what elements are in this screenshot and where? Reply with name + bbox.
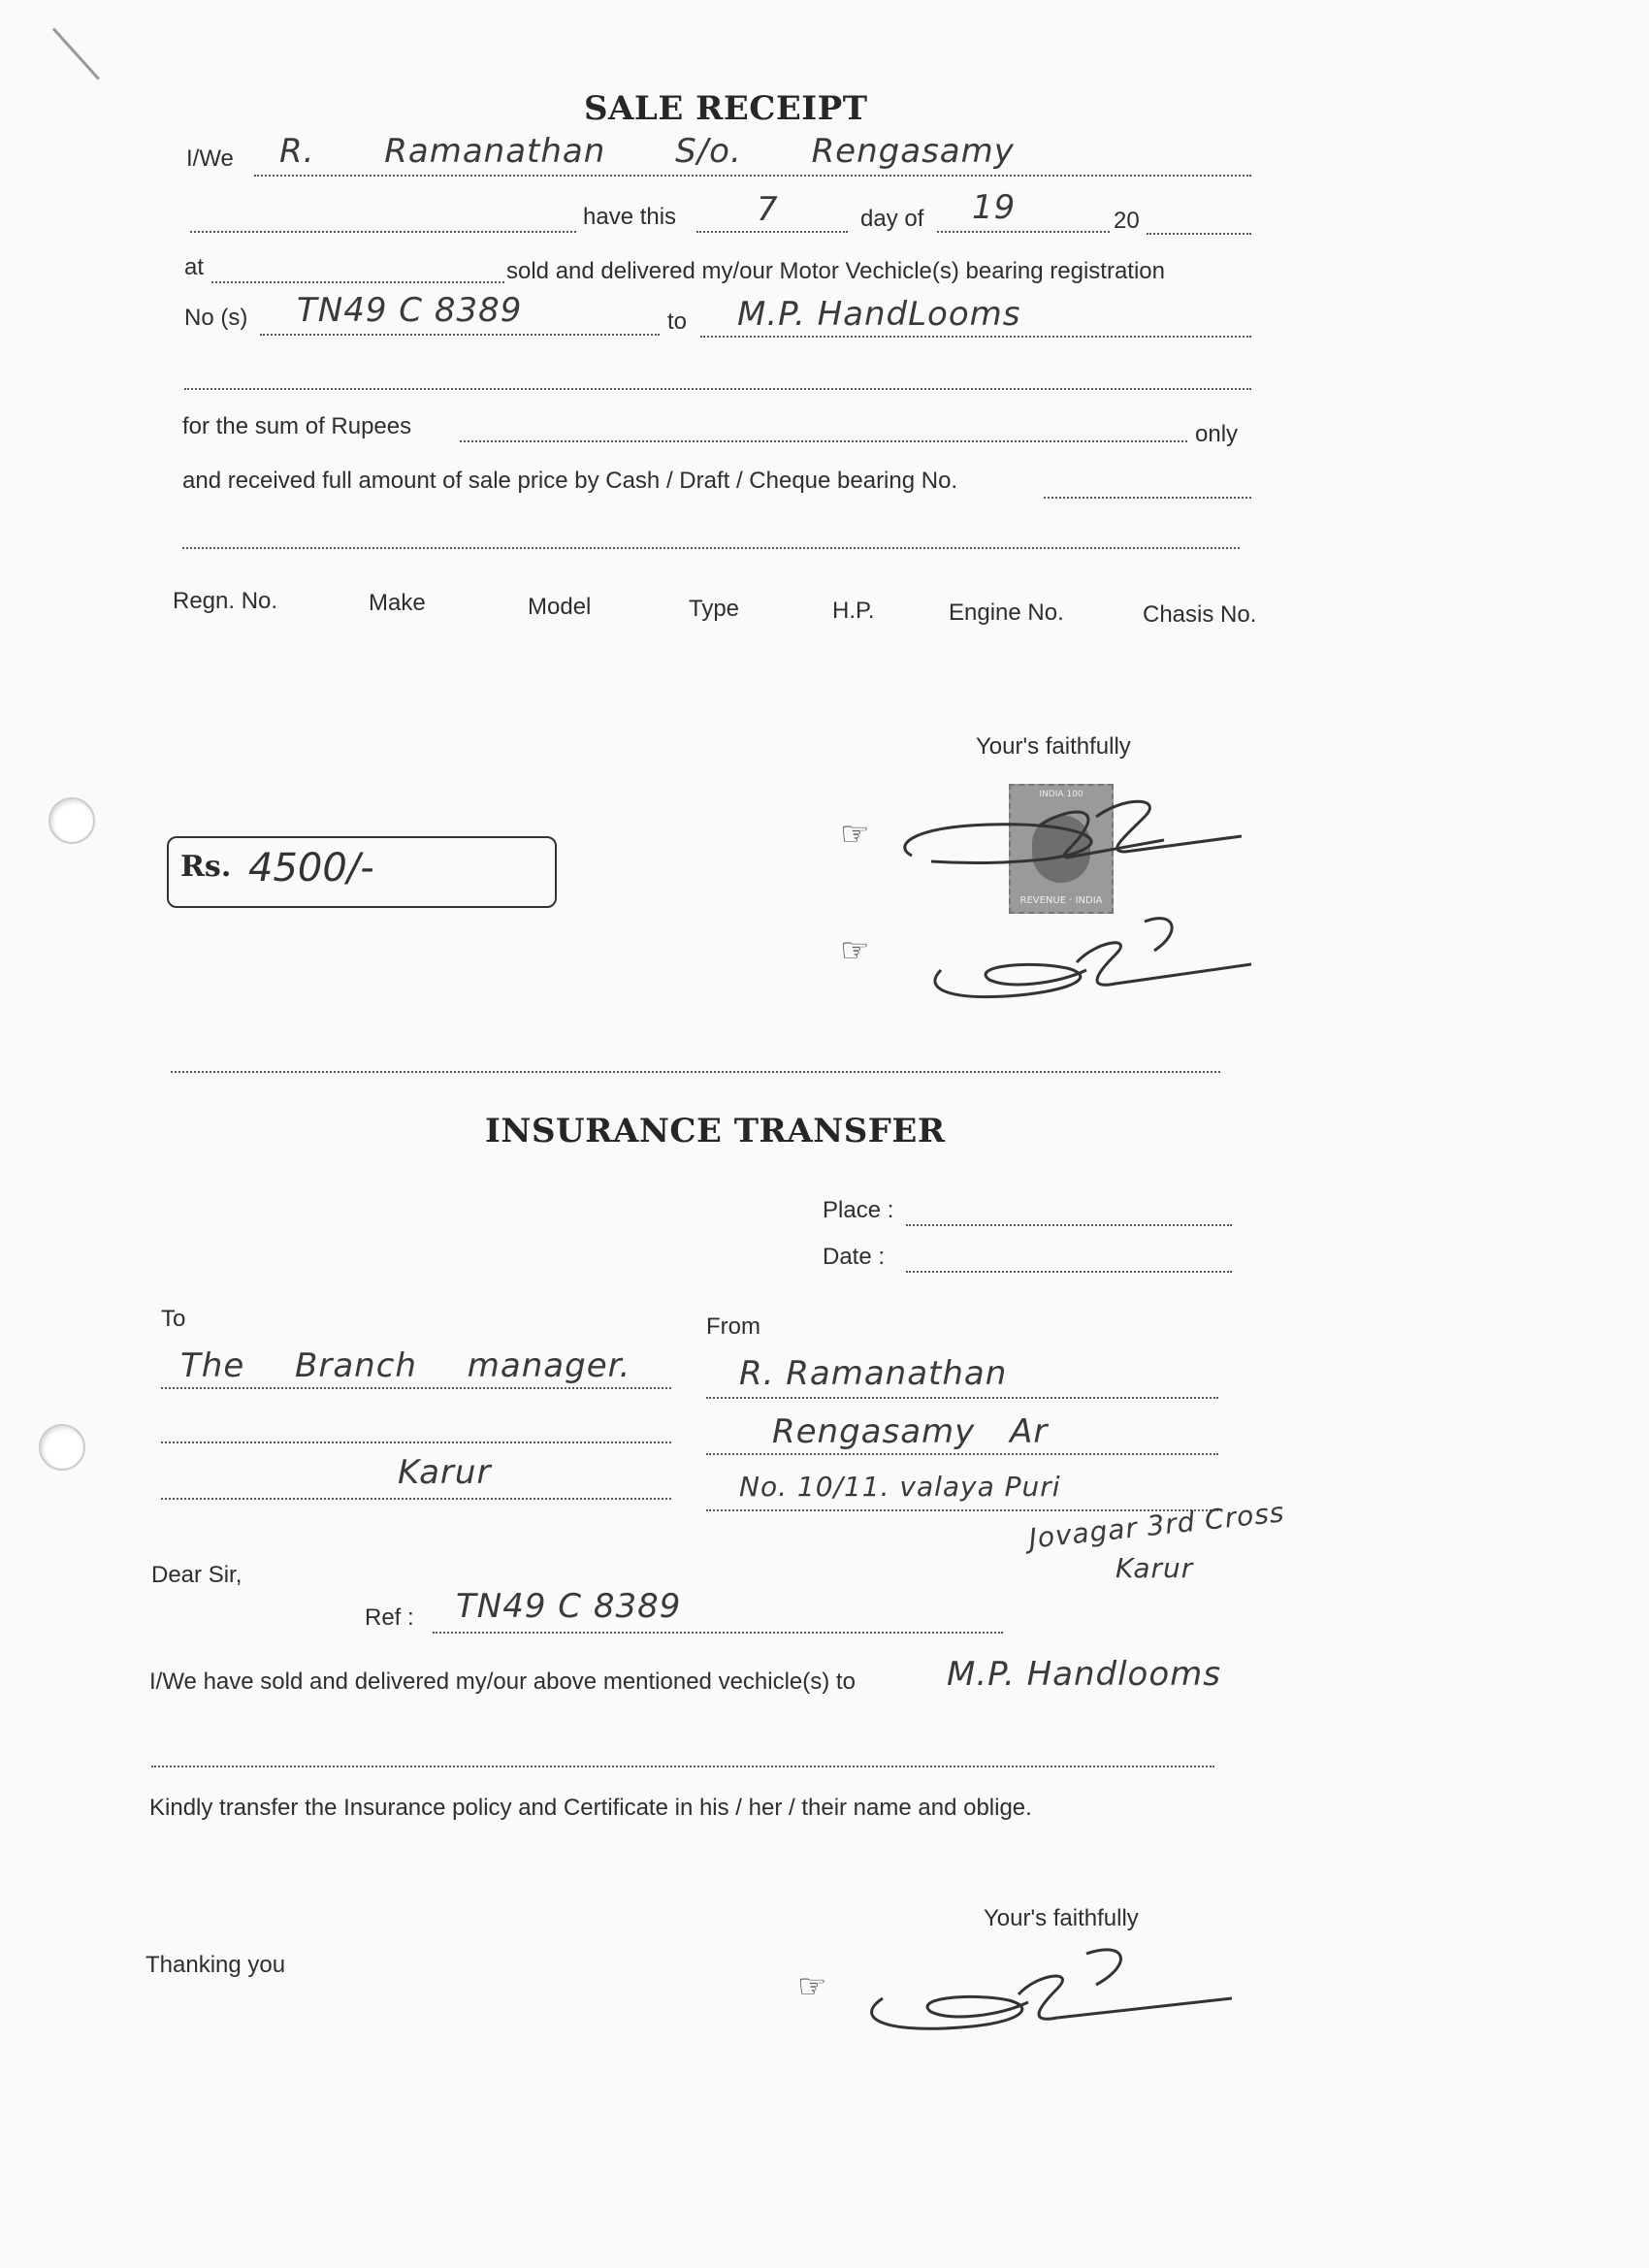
no-label: No (s) xyxy=(184,305,248,331)
signature-1 xyxy=(873,788,1261,894)
pointing-hand-icon-3: ☞ xyxy=(797,1968,827,2005)
to-line-3-value: Karur xyxy=(398,1453,492,1492)
col-type: Type xyxy=(689,596,740,622)
signature-3 xyxy=(844,1940,1251,2047)
sale-receipt-title: SALE RECEIPT xyxy=(584,89,868,128)
insurance-transfer-title: INSURANCE TRANSFER xyxy=(485,1112,946,1150)
have-this-label: have this xyxy=(583,204,677,230)
place-dotted xyxy=(906,1224,1232,1226)
to-label: to xyxy=(667,308,688,335)
cheque-no-dotted xyxy=(1044,497,1251,499)
pointing-hand-icon: ☞ xyxy=(840,816,870,853)
have-this-value: 7 xyxy=(757,190,779,229)
year-dotted xyxy=(1147,233,1251,235)
date-label: Date : xyxy=(823,1244,886,1270)
amount-box xyxy=(167,836,557,908)
rs-amount-value: 4500/- xyxy=(248,846,374,891)
staple-mark xyxy=(52,27,100,80)
stamp-bottom-text: REVENUE · INDIA xyxy=(1019,895,1103,906)
col-engine-no: Engine No. xyxy=(949,599,1064,626)
insurance-yours-faithfully: Your's faithfully xyxy=(984,1905,1139,1931)
signature-2 xyxy=(912,912,1280,1009)
stamp-top-text: INDIA 100 xyxy=(1039,790,1083,799)
from-extra-1: Jovagar 3rd Cross xyxy=(1027,1496,1286,1555)
from-line-2-value: Rengasamy Ar xyxy=(772,1412,1049,1451)
col-model: Model xyxy=(528,594,592,620)
sale-yours-faithfully: Your's faithfully xyxy=(976,733,1131,760)
pointing-hand-icon-2: ☞ xyxy=(840,932,870,969)
col-regn-no: Regn. No. xyxy=(173,588,278,614)
col-make: Make xyxy=(369,590,426,616)
sold-delivered-text: sold and delivered my/our Motor Vechicle(s) bearing registration xyxy=(506,258,1165,284)
sum-label: for the sum of Rupees xyxy=(182,413,412,439)
day-of-dotted xyxy=(937,231,1110,233)
day-of-value: 19 xyxy=(972,188,1017,227)
from-address-label: From xyxy=(706,1313,760,1340)
from-line-1 xyxy=(706,1397,1218,1399)
registration-no-value: TN49 C 8389 xyxy=(297,291,523,330)
thanking-you: Thanking you xyxy=(146,1952,286,1978)
at-label: at xyxy=(184,254,205,280)
from-line-2 xyxy=(706,1453,1218,1455)
iwe-handwritten-value: R. Ramanathan S/o. Rengasamy xyxy=(279,132,1015,171)
ref-label: Ref : xyxy=(365,1604,414,1631)
insurance-buyer-value: M.P. Handlooms xyxy=(947,1655,1221,1694)
to-dotted xyxy=(700,336,1251,338)
insurance-sold-text: I/We have sold and delivered my/our above mentioned vechicle(s) to xyxy=(149,1669,856,1695)
from-extra-2: Karur xyxy=(1116,1552,1194,1584)
have-this-dotted xyxy=(696,231,848,233)
insurance-line-dotted xyxy=(151,1766,1214,1767)
col-chasis-no: Chasis No. xyxy=(1143,601,1257,628)
sum-dotted xyxy=(460,440,1187,442)
line8-dotted xyxy=(182,547,1240,549)
at-dotted xyxy=(211,281,504,283)
from-line-3-value: No. 10/11. valaya Puri xyxy=(739,1471,1061,1503)
from-line-1-value: R. Ramanathan xyxy=(739,1354,1008,1393)
to-line-3 xyxy=(161,1498,671,1500)
rs-label: Rs. xyxy=(180,850,232,884)
date-dotted xyxy=(906,1271,1232,1273)
ref-value: TN49 C 8389 xyxy=(456,1587,682,1626)
to-line-2 xyxy=(161,1442,671,1443)
iwe-label: I/We xyxy=(186,146,234,172)
col-hp: H.P. xyxy=(832,598,875,624)
section-separator xyxy=(171,1071,1220,1073)
only-label: only xyxy=(1195,421,1239,447)
received-text: and received full amount of sale price by Cash / Draft / Cheque bearing No. xyxy=(182,468,958,494)
no-dotted xyxy=(260,334,660,336)
buyer-value: M.P. HandLooms xyxy=(737,295,1021,334)
line5-dotted xyxy=(184,388,1251,390)
to-address-label: To xyxy=(161,1306,186,1332)
iwe-dotted-line xyxy=(254,175,1251,177)
to-line-1 xyxy=(161,1387,671,1389)
dear-sir: Dear Sir, xyxy=(151,1562,242,1588)
line2-dotted-1 xyxy=(190,231,576,233)
punch-hole-top xyxy=(48,797,95,844)
day-of-label: day of xyxy=(860,206,924,232)
year-label: 20 xyxy=(1114,208,1140,234)
punch-hole-bottom xyxy=(39,1424,85,1471)
place-label: Place : xyxy=(823,1197,894,1223)
to-line-1-value: The Branch manager. xyxy=(180,1346,631,1385)
ref-dotted xyxy=(433,1632,1003,1634)
kindly-transfer-text: Kindly transfer the Insurance policy and Certificate in his / her / their name and oblige. xyxy=(149,1795,1032,1821)
